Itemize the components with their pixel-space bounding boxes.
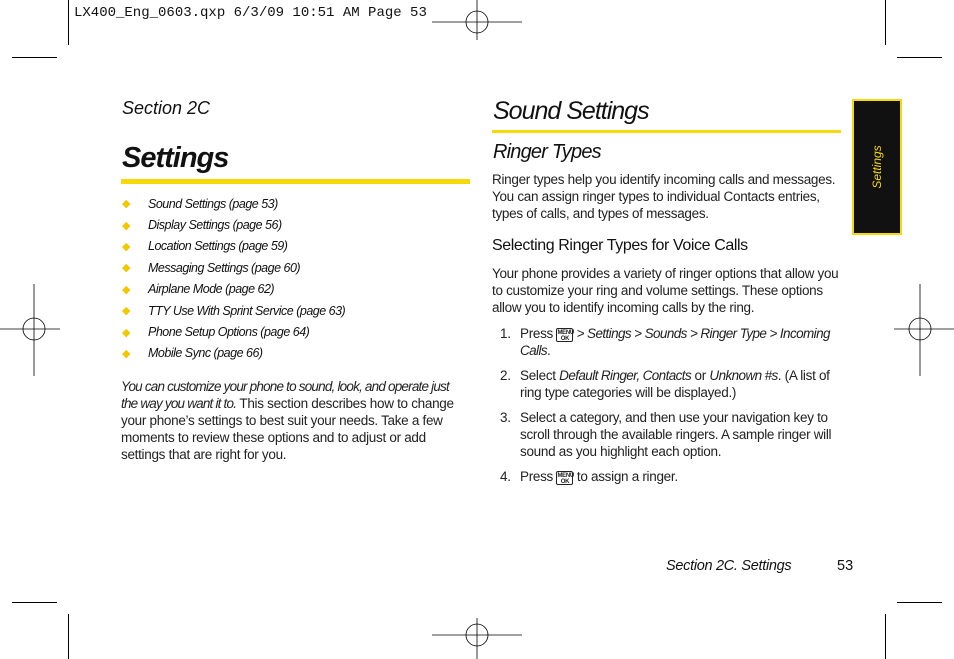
- option-name: Default Ringer, Contacts: [559, 368, 692, 383]
- step-item: [500, 367, 845, 401]
- crop-mark: [12, 57, 57, 58]
- toc-item[interactable]: [122, 236, 345, 257]
- step-text-part: . (A list of ring type categories will be displayed.): [520, 368, 830, 400]
- toc-item-label: Location Settings (page 59): [148, 239, 288, 254]
- crop-mark: [68, 0, 69, 45]
- toc-item-label: Display Settings (page 56): [148, 218, 282, 233]
- voice-calls-body: Your phone provides a variety of ringer options that allow you to customize your ring and volume settings. These options allow you to identify incoming calls by the ring.: [492, 266, 839, 315]
- step-text-part: Select: [520, 368, 560, 383]
- crop-mark: [885, 0, 886, 45]
- toc-item[interactable]: [122, 279, 345, 300]
- registration-mark-top: [432, 0, 522, 40]
- section-contents-list: [122, 193, 345, 364]
- printer-slug: LX400_Eng_0603.qxp 6/3/09 10:51 AM Page 53: [74, 5, 427, 21]
- step-item: [500, 409, 845, 460]
- menu-key-bottom: OK: [560, 479, 570, 485]
- chapter-tab-label: Settings: [870, 145, 884, 189]
- menu-ok-key-icon: [556, 328, 573, 342]
- toc-item-label: Sound Settings (page 53): [148, 196, 278, 211]
- voice-calls-heading: Selecting Ringer Types for Voice Calls: [492, 237, 748, 254]
- page-title: Settings: [122, 142, 229, 174]
- page-number: 53: [837, 558, 854, 574]
- intro-text: This section describes how to change your phone’s settings to best suit your needs. Take a few moments to review these options and to adjust or add settings that are right for you.: [121, 396, 454, 462]
- steps-list: [500, 325, 845, 493]
- diamond-bullet-icon: ◆: [122, 326, 130, 339]
- option-name: Unknown #s: [709, 368, 778, 383]
- diamond-bullet-icon: ◆: [122, 262, 130, 275]
- intro-italic: You can customize your phone to sound, look, and operate just the way you want it to.: [121, 379, 449, 411]
- diamond-bullet-icon: ◆: [122, 283, 130, 296]
- step-text-part: .: [547, 343, 551, 358]
- toc-item[interactable]: [122, 214, 345, 235]
- toc-item-label: Phone Setup Options (page 64): [148, 325, 310, 340]
- toc-item[interactable]: [122, 193, 345, 214]
- step-text: Select a category, and then use your navigation key to scroll through the available ringers. A sample ringer will sound as you highlight each option.: [520, 410, 832, 459]
- toc-item-label: Mobile Sync (page 66): [148, 346, 263, 361]
- step-item: [500, 325, 845, 359]
- menu-key-bottom: OK: [560, 336, 570, 342]
- toc-item-label: TTY Use With Sprint Service (page 63): [148, 303, 346, 318]
- toc-item[interactable]: [122, 300, 345, 321]
- step-item: [500, 468, 845, 485]
- crop-mark: [897, 602, 942, 603]
- crop-mark: [885, 614, 886, 659]
- step-text: [520, 325, 845, 359]
- step-text-part: Press: [520, 326, 557, 341]
- step-number: 2.: [500, 368, 511, 383]
- crop-mark: [68, 614, 69, 659]
- diamond-bullet-icon: ◆: [122, 240, 130, 253]
- section-rule: [492, 130, 841, 133]
- toc-item-label: Airplane Mode (page 62): [148, 282, 275, 297]
- step-text-part: Press: [520, 469, 557, 484]
- diamond-bullet-icon: ◆: [122, 198, 130, 211]
- registration-mark-left: [0, 284, 60, 376]
- menu-key-top: MENU: [557, 330, 574, 336]
- menu-path: > Settings > Sounds > Ringer Type > Incoming Calls: [520, 326, 830, 358]
- diamond-bullet-icon: ◆: [122, 347, 130, 360]
- footer-section: Section 2C. Settings: [666, 558, 792, 574]
- toc-item-label: Messaging Settings (page 60): [148, 260, 301, 275]
- step-number: 3.: [500, 410, 511, 425]
- step-text: [520, 468, 845, 485]
- section-label: Section 2C: [122, 98, 211, 118]
- diamond-bullet-icon: ◆: [122, 219, 130, 232]
- diamond-bullet-icon: ◆: [122, 305, 130, 318]
- crop-mark: [897, 57, 942, 58]
- registration-mark-right: [894, 284, 954, 376]
- crop-mark: [12, 602, 57, 603]
- registration-mark-bottom: [432, 618, 522, 659]
- toc-item[interactable]: [122, 321, 345, 342]
- step-number: 4.: [500, 469, 511, 484]
- title-rule: [121, 179, 470, 184]
- chapter-tab: [852, 99, 902, 235]
- toc-item[interactable]: [122, 343, 345, 364]
- step-text: [520, 367, 845, 401]
- step-text-part: to assign a ringer.: [573, 469, 678, 484]
- step-text-part: or: [691, 368, 710, 383]
- intro-paragraph: [121, 378, 461, 463]
- menu-ok-key-icon: [556, 471, 573, 485]
- step-number: 1.: [500, 326, 511, 341]
- section-title: Sound Settings: [493, 97, 649, 125]
- ringer-types-intro: Ringer types help you identify incoming calls and messages. You can assign ringer types to individual Contacts entries, types of calls, and types of messages.: [492, 172, 836, 221]
- subsection-title: Ringer Types: [493, 141, 601, 163]
- toc-item[interactable]: [122, 257, 345, 278]
- menu-key-top: MENU: [557, 473, 574, 479]
